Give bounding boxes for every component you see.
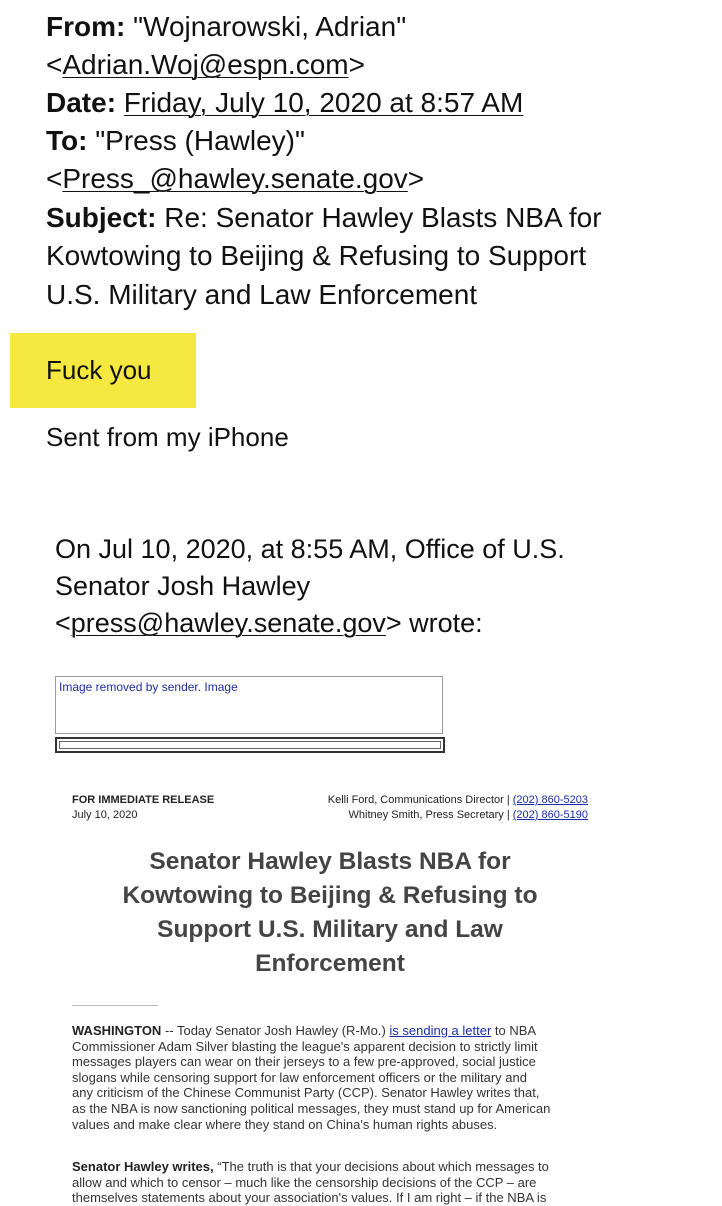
contact-2-name: Whitney Smith, Press Secretary | xyxy=(348,809,513,821)
release-title-line: Support U.S. Military and Law xyxy=(157,916,503,943)
from-email-line xyxy=(46,46,365,84)
date-label: Date: xyxy=(46,87,117,118)
release-paragraph-2 xyxy=(72,1159,632,1206)
para-line: themselves statements about your association's values. If I am right – if the NBA is xyxy=(72,1190,547,1206)
subject-label: Subject: xyxy=(46,202,157,233)
quoted-line-1: On Jul 10, 2020, at 8:55 AM, Office of U.S. xyxy=(55,534,565,564)
quoted-line-3 xyxy=(55,605,483,642)
to-email-link[interactable]: Press_@hawley.senate.gov xyxy=(62,163,408,194)
quoted-line-2: Senator Josh Hawley xyxy=(55,571,311,601)
from-name: "Wojnarowski, Adrian" xyxy=(133,11,407,42)
release-label: FOR IMMEDIATE RELEASE xyxy=(72,794,215,806)
subject-line xyxy=(46,199,602,237)
contact-1-name: Kelli Ford, Communications Director | xyxy=(327,794,513,806)
divider xyxy=(72,1005,158,1006)
email-signature: Sent from my iPhone xyxy=(46,422,289,452)
bracket-close-wrote: > wrote: xyxy=(385,608,483,638)
email-body: Fuck you xyxy=(46,355,152,385)
contact-1 xyxy=(328,793,588,807)
release-title-line: Kowtowing to Beijing & Refusing to xyxy=(122,882,538,909)
to-line xyxy=(46,122,305,160)
release-date: July 10, 2020 xyxy=(72,809,138,821)
contact-1-phone-link[interactable]: (202) 860-5203 xyxy=(512,794,588,806)
para-line: messages players can wear on their jerseys to a few pre-approved, social justice xyxy=(72,1054,536,1070)
para-line xyxy=(72,1159,632,1175)
contact-2-phone-link[interactable]: (202) 860-5190 xyxy=(512,809,588,821)
to-label: To: xyxy=(46,125,88,156)
para-line: allow and which to censor – much like the censorship decisions of the CCP – are xyxy=(72,1174,537,1190)
para-line: slogans while censoring support for law enforcement officers or the military and xyxy=(72,1069,527,1085)
para-line: values and make clear where they stand on China's human rights abuses. xyxy=(72,1116,498,1132)
para-text: “The truth is that your decisions about which messages to xyxy=(213,1159,549,1174)
from-label: From: xyxy=(46,11,126,42)
bracket-close: > xyxy=(348,49,365,80)
para-text: to NBA xyxy=(491,1023,537,1038)
bracket-open: < xyxy=(46,49,63,80)
to-name: "Press (Hawley)" xyxy=(95,125,305,156)
release-title xyxy=(70,845,590,981)
removed-image-text: Image removed by sender. Image xyxy=(59,680,238,694)
from-email-link[interactable]: Adrian.Woj@espn.com xyxy=(62,49,349,80)
bracket-open: < xyxy=(55,608,71,638)
para-line: as the NBA is now sanctioning political messages, they must stand up for American xyxy=(72,1100,551,1116)
contact-2 xyxy=(349,808,588,822)
subject-text-2: Kowtowing to Beijing & Refusing to Support xyxy=(46,240,587,271)
quoted-email-link[interactable]: press@hawley.senate.gov xyxy=(70,608,386,638)
date-value[interactable]: Friday, July 10, 2020 at 8:57 AM xyxy=(123,87,524,118)
release-title-line: Enforcement xyxy=(255,950,405,977)
para-line xyxy=(72,1023,632,1039)
letter-link[interactable]: is sending a letter xyxy=(389,1023,492,1038)
bracket-open: < xyxy=(46,163,63,194)
para-line: Commissioner Adam Silver blasting the league's apparent decision to strictly limit xyxy=(72,1038,538,1054)
date-line xyxy=(46,84,523,122)
from-line xyxy=(46,8,406,46)
removed-image-box xyxy=(55,676,443,734)
subject-text-1: Re: Senator Hawley Blasts NBA for xyxy=(164,202,602,233)
release-paragraph-1 xyxy=(72,1023,632,1132)
to-email-line xyxy=(46,160,424,198)
para-line: any criticism of the Chinese Communist Party (CCP). Senator Hawley writes that, xyxy=(72,1085,540,1101)
dateline: WASHINGTON xyxy=(72,1023,162,1038)
para-text: -- Today Senator Josh Hawley (R-Mo.) xyxy=(161,1023,390,1038)
bracket-close: > xyxy=(407,163,425,194)
para-lead: Senator Hawley writes, xyxy=(72,1159,214,1174)
removed-image-bar xyxy=(55,737,445,753)
subject-text-3: U.S. Military and Law Enforcement xyxy=(46,279,478,310)
release-title-line: Senator Hawley Blasts NBA for xyxy=(149,848,511,875)
